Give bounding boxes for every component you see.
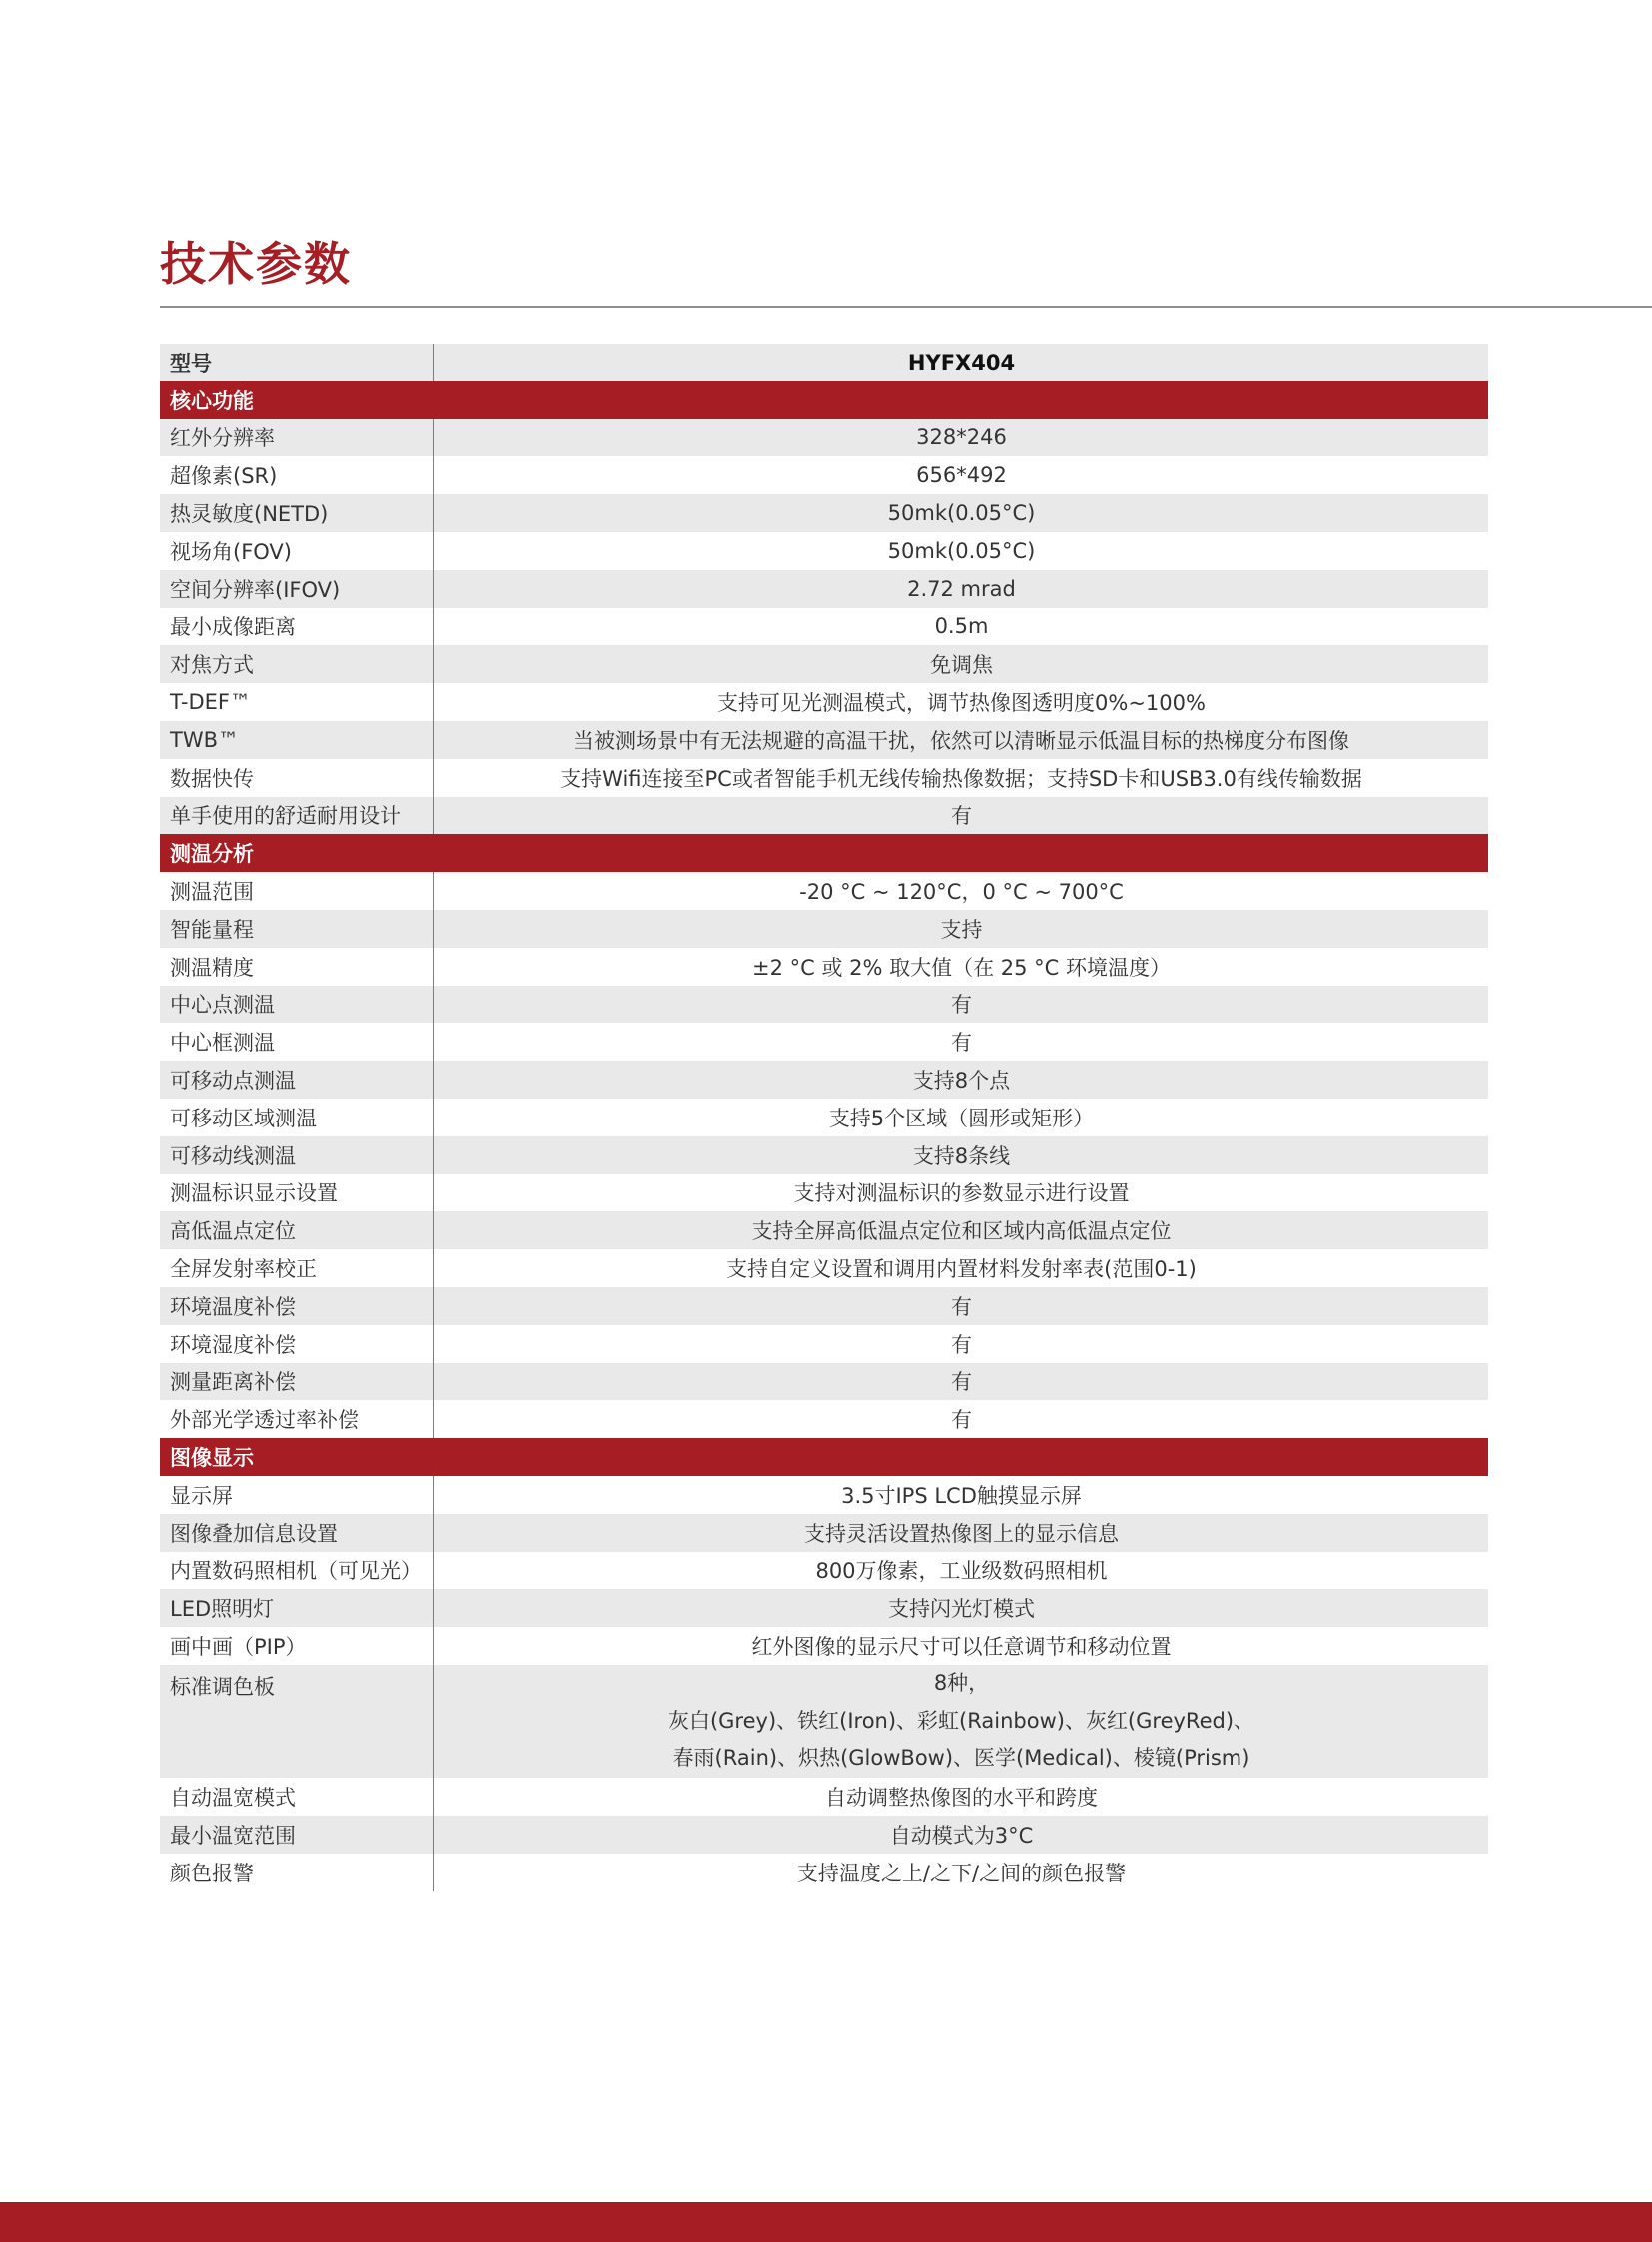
- spec-row: [160, 1287, 1488, 1325]
- spec-row: [160, 1552, 1488, 1590]
- spec-value: 有: [951, 1408, 972, 1433]
- model-value: HYFX404: [907, 350, 1016, 374]
- spec-row: [160, 721, 1488, 759]
- spec-value: 支持Wifi连接至PC或者智能手机无线传输热像数据；支持SD卡和USB3.0有线传输数据: [560, 766, 1362, 791]
- palette-line-2: 灰白(Grey)、铁红(Iron)、彩虹(Rainbow)、灰红(GreyRed)、: [667, 1708, 1255, 1733]
- spec-label: 中心点测温: [160, 986, 434, 1024]
- core-rows: [160, 419, 1488, 835]
- spec-row: [160, 986, 1488, 1024]
- spec-label: 外部光学透过率补偿: [160, 1400, 434, 1438]
- spec-row: [160, 1325, 1488, 1363]
- spec-label: 最小成像距离: [160, 608, 434, 646]
- spec-value: 红外图像的显示尺寸可以任意调节和移动位置: [751, 1634, 1172, 1659]
- spec-label: T-DEF™: [160, 683, 434, 721]
- spec-label: 测温精度: [160, 948, 434, 986]
- spec-value: 支持可见光测温模式，调节热像图透明度0%~100%: [717, 691, 1206, 716]
- title-divider: [160, 306, 1652, 308]
- spec-value: 50mk(0.05°C): [887, 501, 1036, 526]
- spec-value: 支持5个区域（圆形或矩形）: [828, 1106, 1095, 1130]
- spec-label: 对焦方式: [160, 645, 434, 683]
- spec-label: 内置数码照相机（可见光）: [160, 1552, 434, 1590]
- spec-label: 空间分辨率(IFOV): [160, 570, 434, 608]
- spec-label: 热灵敏度(NETD): [160, 494, 434, 532]
- spec-value: 有: [951, 804, 972, 829]
- spec-value: 免调焦: [930, 653, 993, 678]
- palette-line-3: 春雨(Rain)、炽热(GlowBow)、医学(Medical)、棱镜(Prism): [672, 1746, 1250, 1771]
- spec-row: [160, 419, 1488, 457]
- section-core-functions: 核心功能: [160, 381, 1488, 419]
- spec-row: [160, 494, 1488, 532]
- spec-label: 测温范围: [160, 872, 434, 910]
- spec-value: 支持8个点: [912, 1069, 1011, 1094]
- spec-row: [160, 1174, 1488, 1212]
- spec-value: 支持自定义设置和调用内置材料发射率表(范围0-1): [726, 1257, 1197, 1282]
- spec-value: 800万像素，工业级数码照相机: [815, 1559, 1108, 1584]
- measure-rows: [160, 872, 1488, 1438]
- spec-value: 自动调整热像图的水平和跨度: [825, 1786, 1098, 1811]
- spec-value: 328*246: [916, 425, 1007, 450]
- spec-label: 高低温点定位: [160, 1211, 434, 1249]
- spec-row: [160, 608, 1488, 646]
- spec-label: 智能量程: [160, 910, 434, 948]
- spec-value: 3.5寸IPS LCD触摸显示屏: [841, 1483, 1082, 1508]
- spec-row: [160, 1589, 1488, 1627]
- spec-row: [160, 1627, 1488, 1665]
- spec-value: 有: [951, 1370, 972, 1395]
- spec-label: 最小温宽范围: [160, 1816, 434, 1854]
- spec-label: 可移动区域测温: [160, 1099, 434, 1136]
- spec-value: 有: [951, 993, 972, 1018]
- spec-label: 图像叠加信息设置: [160, 1514, 434, 1552]
- spec-value: 支持灵活设置热像图上的显示信息: [804, 1521, 1119, 1546]
- spec-row: [160, 759, 1488, 797]
- spec-row: [160, 797, 1488, 835]
- spec-label: 可移动点测温: [160, 1061, 434, 1099]
- spec-row: [160, 948, 1488, 986]
- spec-value: 支持8条线: [912, 1143, 1011, 1168]
- spec-row: [160, 1816, 1488, 1854]
- spec-row: [160, 570, 1488, 608]
- spec-row: [160, 645, 1488, 683]
- spec-value: ±2 °C 或 2% 取大值（在 25 °C 环境温度）: [751, 955, 1172, 980]
- spec-label: 全屏发射率校正: [160, 1249, 434, 1287]
- spec-label: 视场角(FOV): [160, 532, 434, 570]
- spec-label: 颜色报警: [160, 1854, 434, 1891]
- spec-label: 单手使用的舒适耐用设计: [160, 797, 434, 835]
- spec-row: [160, 1136, 1488, 1174]
- spec-value: 有: [951, 1332, 972, 1357]
- spec-label: 红外分辨率: [160, 419, 434, 457]
- spec-label: 显示屏: [160, 1476, 434, 1514]
- spec-row: [160, 1778, 1488, 1816]
- spec-label: LED照明灯: [160, 1589, 434, 1627]
- spec-row: [160, 1854, 1488, 1891]
- spec-label: 自动温宽模式: [160, 1778, 434, 1816]
- spec-row: [160, 456, 1488, 494]
- model-label: 型号: [160, 344, 434, 381]
- footer-bar: [0, 2202, 1652, 2242]
- spec-row-palette: [160, 1665, 1488, 1778]
- spec-label: 环境湿度补偿: [160, 1325, 434, 1363]
- spec-value: 支持闪光灯模式: [888, 1597, 1035, 1622]
- spec-label: 可移动线测温: [160, 1136, 434, 1174]
- display-rows: [160, 1476, 1488, 1665]
- spec-row: [160, 1514, 1488, 1552]
- spec-label: 环境温度补偿: [160, 1287, 434, 1325]
- section-temperature-analysis: 测温分析: [160, 834, 1488, 872]
- display-rows-after: [160, 1778, 1488, 1890]
- page-title: 技术参数: [160, 237, 352, 291]
- spec-row: [160, 1400, 1488, 1438]
- spec-row: [160, 1249, 1488, 1287]
- spec-value: 支持温度之上/之下/之间的颜色报警: [796, 1861, 1127, 1885]
- section-image-display: 图像显示: [160, 1438, 1488, 1476]
- spec-label: TWB™: [160, 721, 434, 759]
- spec-row: [160, 1023, 1488, 1061]
- spec-label: 测量距离补偿: [160, 1363, 434, 1401]
- spec-row: [160, 910, 1488, 948]
- spec-table: [160, 344, 1488, 1891]
- model-row: [160, 344, 1488, 381]
- palette-line-1: 8种，: [933, 1670, 990, 1695]
- spec-row: [160, 1476, 1488, 1514]
- spec-value: 2.72 mrad: [907, 576, 1016, 601]
- spec-value: 有: [951, 1031, 972, 1056]
- spec-value: 支持对测温标识的参数显示进行设置: [793, 1181, 1130, 1206]
- spec-label: 测温标识显示设置: [160, 1174, 434, 1212]
- spec-value: [434, 1665, 1488, 1778]
- spec-label: 标准调色板: [160, 1665, 434, 1778]
- spec-value: 支持: [940, 917, 983, 942]
- spec-row: [160, 683, 1488, 721]
- spec-row: [160, 1099, 1488, 1136]
- spec-value: 656*492: [916, 463, 1007, 488]
- spec-row: [160, 1061, 1488, 1099]
- spec-value: -20 °C ~ 120°C，0 °C ~ 700°C: [799, 880, 1124, 905]
- spec-row: [160, 1211, 1488, 1249]
- spec-value: 0.5m: [934, 614, 989, 639]
- spec-row: [160, 532, 1488, 570]
- spec-value: 50mk(0.05°C): [887, 538, 1036, 563]
- spec-label: 数据快传: [160, 759, 434, 797]
- spec-row: [160, 872, 1488, 910]
- spec-label: 中心框测温: [160, 1023, 434, 1061]
- spec-value: 当被测场景中有无法规避的高温干扰，依然可以清晰显示低温目标的热梯度分布图像: [573, 728, 1349, 753]
- spec-value: 有: [951, 1294, 972, 1319]
- spec-row: [160, 1363, 1488, 1401]
- spec-value: 自动模式为3°C: [889, 1823, 1034, 1848]
- spec-value: 支持全屏高低温点定位和区域内高低温点定位: [751, 1219, 1172, 1244]
- spec-label: 画中画（PIP）: [160, 1627, 434, 1665]
- spec-label: 超像素(SR): [160, 456, 434, 494]
